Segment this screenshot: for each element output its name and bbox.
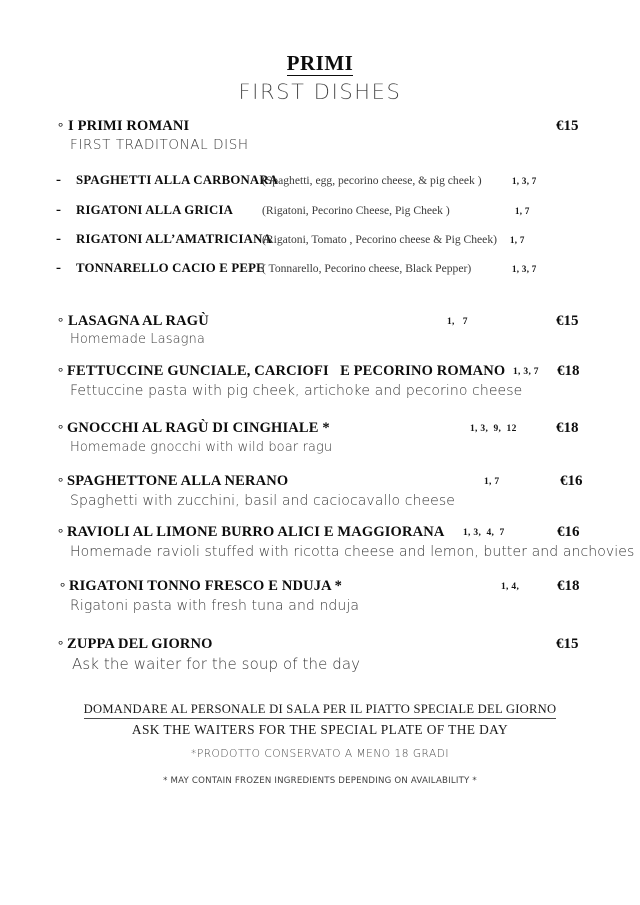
dish-name: RAVIOLI AL LIMONE BURRO ALICI E MAGGIORANA — [67, 524, 445, 540]
degree-bullet-icon: ° — [58, 421, 64, 436]
menu-item-zuppa-del-giorno — [0, 636, 640, 673]
dish-name: FETTUCCINE GUNCIALE, CARCIOFI E PECORINO ROMANO — [67, 363, 506, 379]
dish-price: €18 — [557, 578, 580, 594]
footer-special-italian — [0, 700, 640, 719]
frozen-note-italian: *PRODOTTO CONSERVATO A MENO 18 GRADI — [191, 748, 449, 760]
dish-description: Ask the waiter for the soup of the day — [72, 655, 361, 673]
dish-allergens: 1, 4, — [501, 582, 520, 592]
degree-bullet-icon: ° — [58, 119, 64, 134]
menu-item-i-primi-romani — [0, 118, 640, 153]
dish-description: Homemade ravioli stuffed with ricotta cheese and lemon, butter and anchovies — [70, 544, 635, 560]
dish-price: €16 — [560, 473, 583, 489]
dish-description: Spaghetti with zucchini, basil and caciocavallo cheese — [70, 493, 455, 509]
menu-item-rigatoni-tonno-fresco — [0, 578, 640, 614]
dish-price: €16 — [557, 524, 580, 540]
menu-item-fettuccine-gunciale — [0, 363, 640, 399]
dish-allergens: 1, 7 — [484, 477, 500, 487]
dish-name: RIGATONI TONNO FRESCO E NDUJA * — [69, 578, 343, 594]
dish-name: LASAGNA AL RAGÙ — [68, 313, 209, 329]
dish-description: Homemade Lasagna — [70, 332, 205, 347]
frozen-note-english: * MAY CONTAIN FROZEN INGREDIENTS DEPENDING ON AVAILABILITY * — [163, 776, 477, 786]
sub-dish-ingredients: ( Tonnarello, Pecorino cheese, Black Pepper) — [262, 262, 472, 275]
footer-frozen-italian — [0, 744, 640, 762]
footer-special-english — [0, 721, 640, 739]
sub-dish-name: TONNARELLO CACIO E PEPE — [76, 261, 265, 275]
menu-header — [0, 52, 640, 104]
dish-price: €18 — [556, 420, 579, 436]
list-item — [0, 261, 640, 279]
dish-name: ZUPPA DEL GIORNO — [67, 636, 213, 652]
sub-dish-allergens: 1, 3, 7 — [512, 264, 537, 274]
sub-dish-name: RIGATONI ALLA GRICIA — [76, 203, 234, 217]
degree-bullet-icon: ° — [58, 525, 64, 540]
sub-dish-allergens: 1, 3, 7 — [512, 176, 537, 186]
special-plate-note-italian: DOMANDARE AL PERSONALE DI SALA PER IL PIATTO SPECIALE DEL GIORNO — [84, 702, 557, 719]
dish-name: I PRIMI ROMANI — [68, 118, 190, 134]
dish-name: GNOCCHI AL RAGÙ DI CINGHIALE * — [67, 420, 330, 436]
sub-dish-ingredients: (Spaghetti, egg, pecorino cheese, & pig cheek ) — [262, 174, 482, 187]
dish-allergens: 1, 3, 4, 7 — [463, 528, 505, 538]
degree-bullet-icon: ° — [58, 637, 64, 652]
dash-bullet-icon: - — [56, 202, 61, 218]
dish-description: Fettuccine pasta with pig cheek, artichoke and pecorino cheese — [70, 383, 523, 399]
menu-item-gnocchi-al-ragu-di-cinghiale — [0, 420, 640, 455]
dish-allergens: 1, 3, 9, 12 — [470, 424, 517, 434]
dish-price: €18 — [557, 363, 580, 379]
dish-price: €15 — [556, 636, 579, 652]
page-subtitle: FIRST DISHES — [238, 80, 402, 105]
sub-dish-name: SPAGHETTI ALLA CARBONARA — [76, 173, 279, 187]
dash-bullet-icon: - — [56, 260, 61, 276]
list-item — [0, 173, 640, 191]
menu-item-spaghettone-alla-nerano — [0, 473, 640, 509]
dish-price: €15 — [556, 118, 579, 134]
dish-name: SPAGHETTONE ALLA NERANO — [67, 473, 289, 489]
sub-dish-ingredients: (Rigatoni, Pecorino Cheese, Pig Cheek ) — [262, 204, 450, 217]
dish-description: FIRST TRADITONAL DISH — [70, 137, 249, 153]
sub-dish-allergens: 1, 7 — [515, 206, 530, 216]
sub-dish-name: RIGATONI ALL’AMATRICIANA — [76, 232, 272, 246]
list-item — [0, 232, 640, 250]
dash-bullet-icon: - — [56, 172, 61, 188]
dish-allergens: 1, 3, 7 — [513, 367, 539, 377]
dash-bullet-icon: - — [56, 231, 61, 247]
special-plate-note-english: ASK THE WAITERS FOR THE SPECIAL PLATE OF THE DAY — [131, 722, 509, 737]
footer-frozen-english — [0, 770, 640, 788]
dish-description: Homemade gnocchi with wild boar ragu — [70, 440, 333, 455]
list-item — [0, 203, 640, 221]
sub-dish-allergens: 1, 7 — [510, 235, 525, 245]
dish-price: €15 — [556, 313, 579, 329]
sub-dish-ingredients: (Rigatoni, Tomato , Pecorino cheese & Pig Cheek) — [262, 233, 497, 246]
dish-allergens: 1, 7 — [447, 317, 468, 327]
degree-bullet-icon: ° — [60, 579, 66, 594]
page-title: PRIMI — [286, 51, 354, 75]
degree-bullet-icon: ° — [58, 314, 64, 329]
dish-description: Rigatoni pasta with fresh tuna and nduja — [70, 598, 360, 614]
degree-bullet-icon: ° — [58, 364, 64, 379]
degree-bullet-icon: ° — [58, 474, 64, 489]
menu-item-ravioli-al-limone — [0, 524, 640, 560]
menu-item-lasagna-al-ragu — [0, 313, 640, 347]
